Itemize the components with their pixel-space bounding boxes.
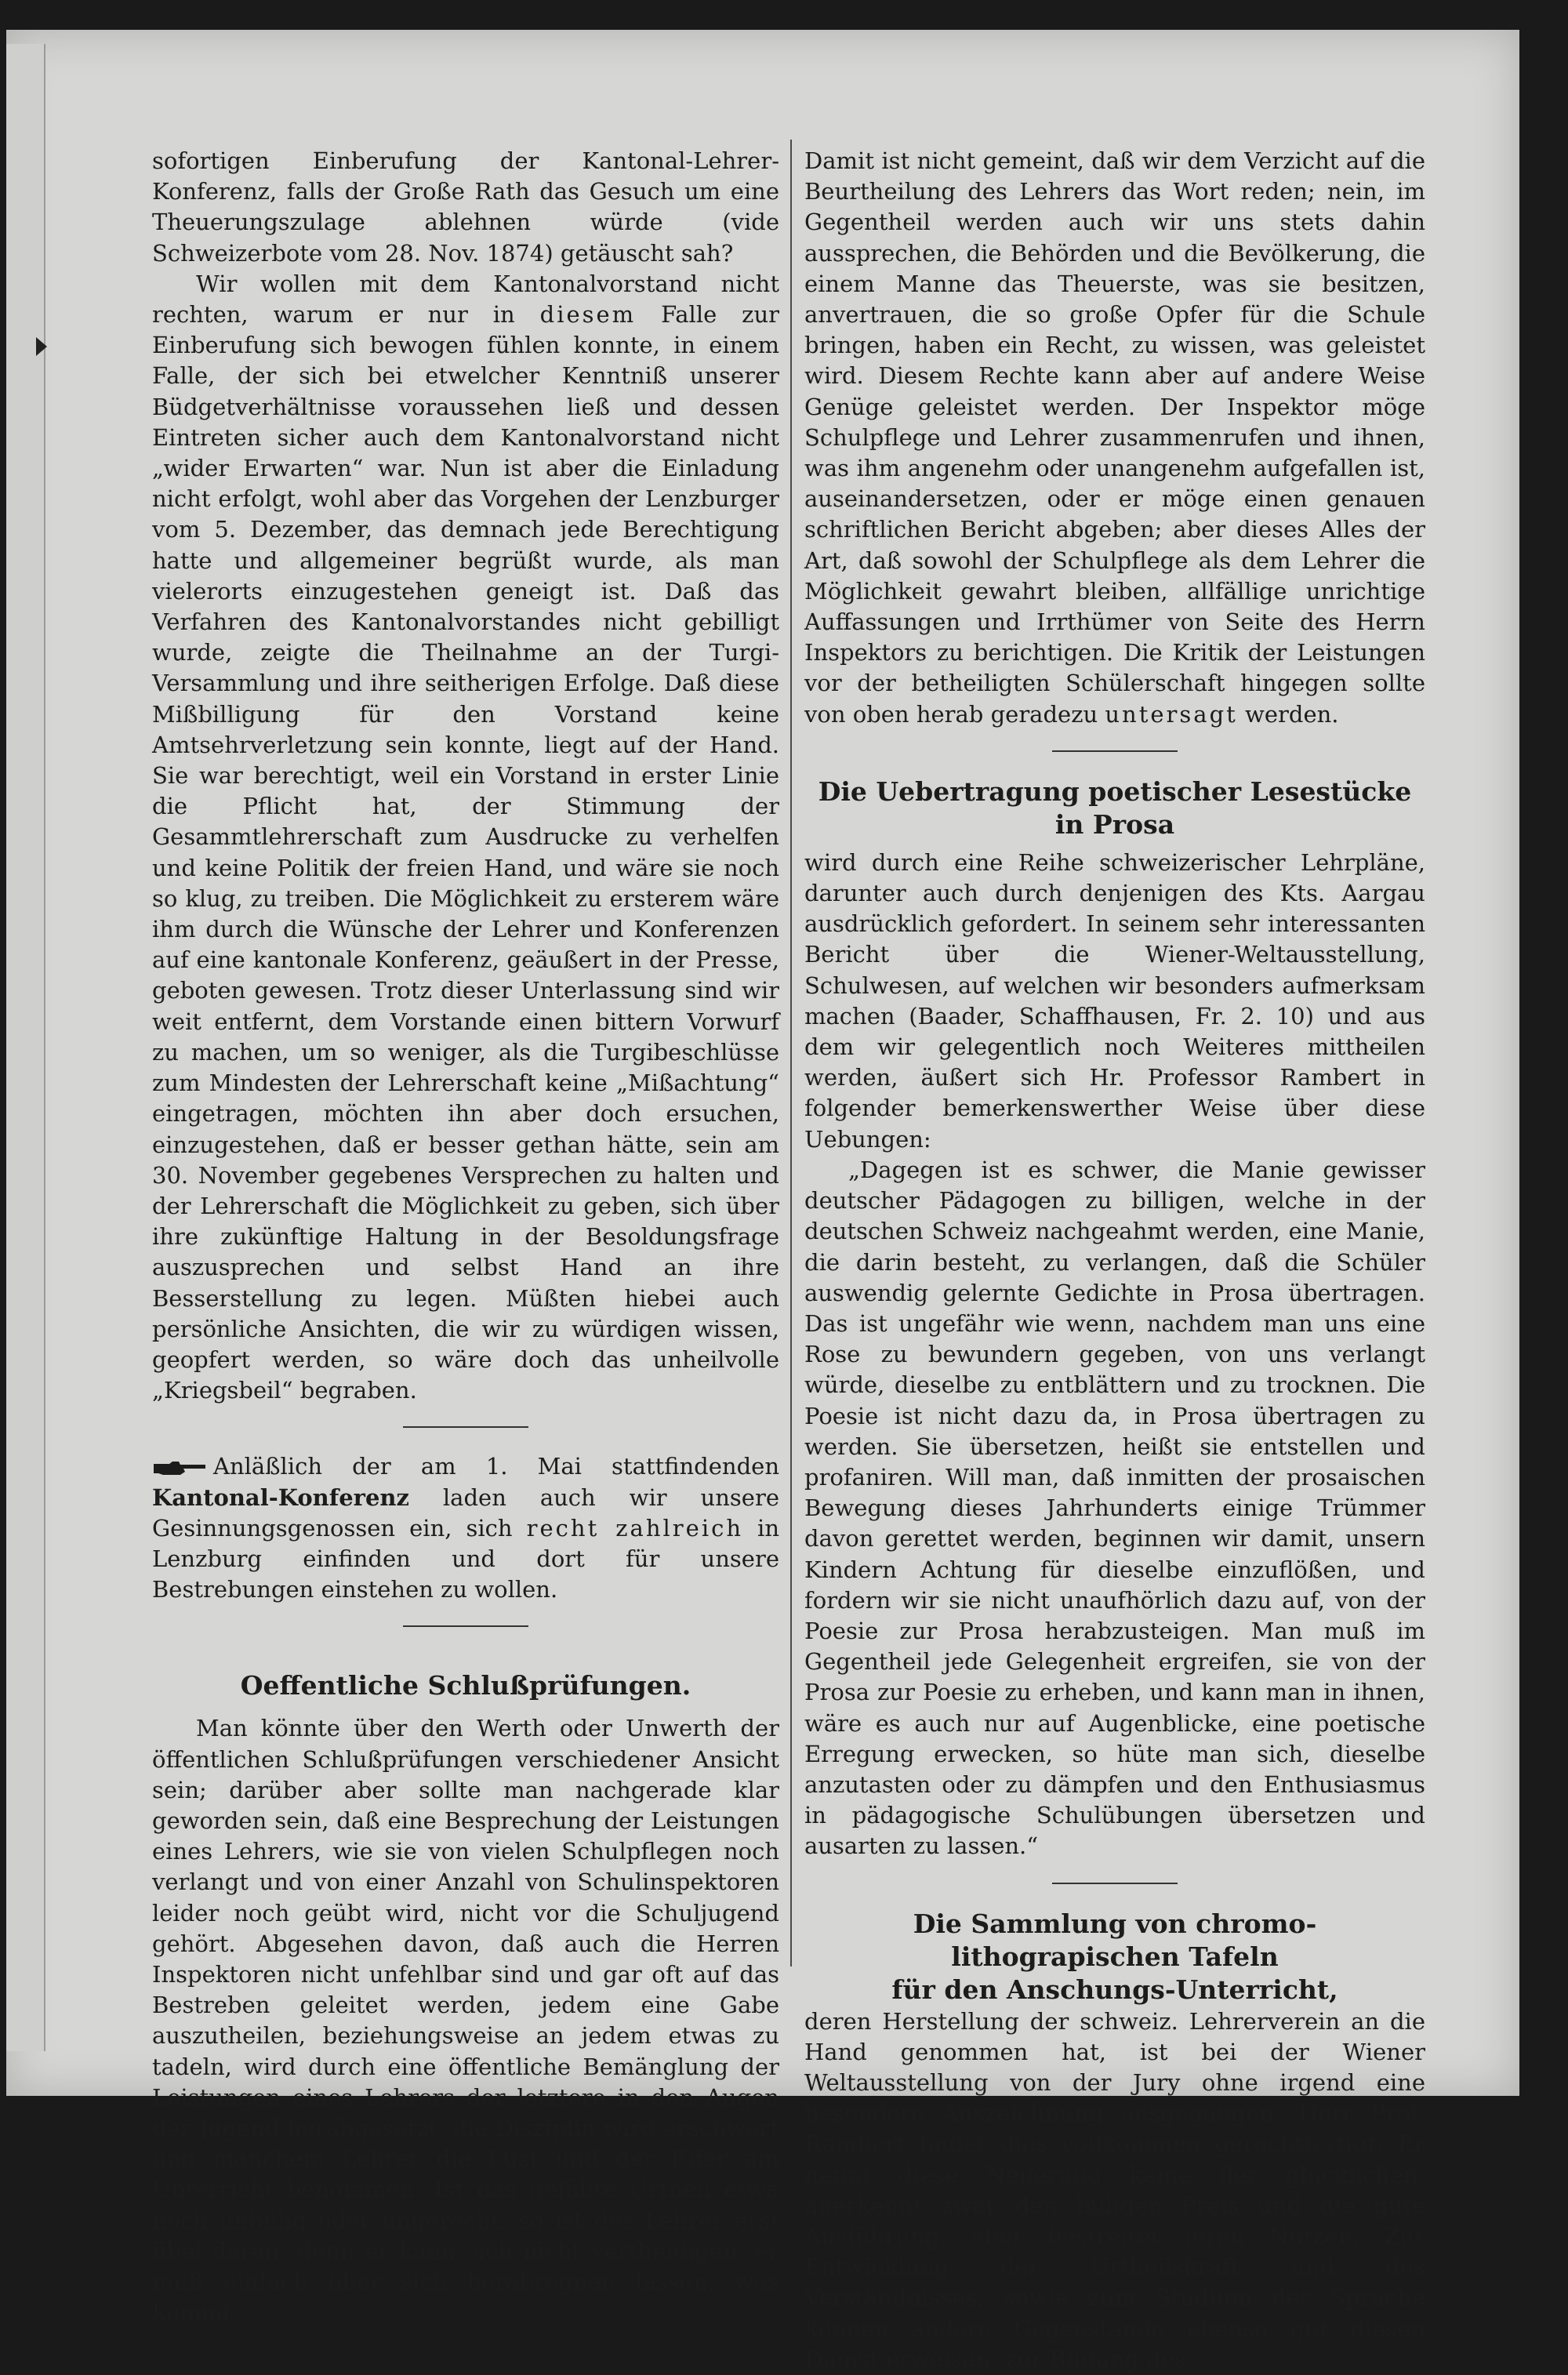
notice-paragraph: Anläßlich der am 1. Mai stattfindenden Kantonal-Konferenz laden auch wir unsere Gesinnungsgenossen ein, sich recht zahlreich in Lenzburg einfinden und dort für unsere Bestrebungen einstehen zu wollen. [152, 1453, 780, 1603]
section-heading-schlusspruefungen: Oeffentliche Schlußprüfungen. [240, 1670, 691, 1701]
paragraph-sammlung: deren Herstellung der schweiz. Lehrerverein an die Hand genommen hat, ist bei der Wiener Weltausstellung von der Jury ohne irgend eine besondere Auszeichnung ausgegangen. Herr Prof. Rambert findet dies vollkommen gerechtfertigt. Er nennt diese Neuerung keine der glücklichen, anerkennt zwar den billigen Preis und die gute Ausführung, aber bestreitet ihren Nutzen. Zur Entwicklung der Urtheilskraft und des Verständnisses, sowie zum Studium der Sprache können andere Gegenstände ebenso gut diesen Dienst erweisen, zur Bildung des [804, 2007, 1425, 2373]
section-heading-sammlung: Die Sammlung von chromo-lithograpischen Tafeln für den Anschungs-Unterricht, [891, 1908, 1338, 2005]
section-separator [1052, 750, 1178, 752]
paragraph-continuation: sofortigen Einberufung der Kantonal-Lehrer-Konferenz, falls der Große Rath das Gesuch um eine Theuerungszulage ablehnen würde (vide Schweizerbote vom 28. Nov. 1874) getäuscht sah? [152, 147, 779, 267]
section-separator [403, 1426, 528, 1428]
paragraph-uebertragung: wird durch eine Reihe schweizerischer Lehrpläne, darunter auch durch denjenigen des Kts. Aargau ausdrücklich gefordert. In seinem sehr interessanten Bericht über die Wiener-Weltausstellung, Schulwesen, auf welchen wir besonders aufmerksam machen (Baader, Schaffhausen, Fr. 2. 10) und aus dem wir gelegentlich noch Weiteres mittheilen werden, äußert sich Hr. Professor Rambert in folgender bemerkenswerther Weise über diese Uebungen: [804, 848, 1425, 1153]
paragraph-quote: „Dagegen ist es schwer, die Manie gewisser deutscher Pädagogen zu billigen, welche in der deutschen Schweiz nachgeahmt werden, eine Manie, die darin besteht, zu verlangen, daß die Schüler auswendig gelernte Gedichte in Prosa übertragen. Das ist ungefähr wie wenn, nachdem man uns eine Rose zu bewundern gegeben, von uns verlangt würde, dieselbe zu entblättern und zu trocknen. Die Poesie ist nicht dazu da, in Prosa übertragen zu werden. Sie übersetzen, heißt sie entstellen und profaniren. Will man, daß inmitten der prosaischen Bewegung dieses Jahrhunderts einige Trümmer davon gerettet werden, beginnen wir damit, unsern Kindern Achtung für dieselbe einzuflößen, und fordern wir sie nicht unaufhörlich dazu auf, von der Poesie zur Prosa herabzusteigen. Man muß im Gegentheil jede Gelegenheit ergreifen, sie von der Prosa zur Poesie zu erheben, und kann man in ihnen, wäre es auch nur auf Augenblicke, eine poetische Erregung erwecken, so hüte man sich, dieselbe anzutasten oder zu dämpfen und den Enthusiasmus in pädagogische Schulübungen übersetzen und ausarten zu lassen.“ [804, 1156, 1425, 1860]
margin-mark [36, 337, 47, 356]
paragraph-continuation-right: Damit ist nicht gemeint, daß wir dem Verzicht auf die Beurtheilung des Lehrers das Wort reden; nein, im Gegentheil werden auch wir uns stets dahin aussprechen, die Behörden und die Bevölkerung, die einem Manne das Theuerste, was sie besitzen, anvertrauen, die so große Opfer für die Schule bringen, haben ein Recht, zu wissen, was geleistet wird. Diesem Rechte kann aber auf andere Weise Genüge geleistet werden. Der Inspektor möge Schulpflege und Lehrer zusammenrufen und ihnen, was ihm angenehm oder unangenehm aufgefallen ist, auseinandersetzen, oder er möge einen genauen schriftlichen Bericht abgeben; aber dieses Alles der Art, daß sowohl der Schulpflege als dem Lehrer die Möglichkeit gewahrt bleiben, allfällige unrichtige Auffassungen und Irrthümer von Seite des Herrn Inspektors zu berichtigen. Die Kritik der Leistungen vor der betheiligten Schülerschaft hingegen sollte von oben herab geradezu untersagt werden. [804, 147, 1425, 728]
section-separator [1052, 1883, 1178, 1884]
section-separator [403, 1625, 528, 1627]
pointing-hand-icon [152, 1459, 207, 1476]
left-column [152, 146, 779, 2328]
paragraph-kantonalvorstand: Wir wollen mit dem Kantonalvorstand nicht rechten, warum er nur in diesem Falle zur Einberufung sich bewogen fühlen konnte, in einem Falle, der sich bei etwelcher Kenntniß unserer Büdgetverhältnisse voraussehen ließ und dessen Eintreten sicher auch dem Kantonalvorstand nicht „wider Erwarten“ war. Nun ist aber die Einladung nicht erfolgt, wohl aber das Vorgehen der Lenzburger vom 5. Dezember, das demnach jede Berechtigung hatte und allgemeiner begrüßt wurde, als man vielerorts einzugestehen geneigt ist. Daß das Verfahren des Kantonalvorstandes nicht gebilligt wurde, zeigte die Theilnahme an der Turgi-Versammlung und ihre seitherigen Erfolge. Daß diese Mißbilligung für den Vorstand keine Amtsehrverletzung sein konnte, liegt auf der Hand. Sie war berechtigt, weil ein Vorstand in erster Linie die Pflicht hat, der Stimmung der Gesammtlehrerschaft zum Ausdrucke zu verhelfen und keine Politik der freien Hand, und wäre sie noch so klug, zu treiben. Die Möglichkeit zu ersterem wäre ihm durch die Wünsche der Lehrer und Konferenzen auf eine kantonale Konferenz, geäußert in der Presse, geboten gewesen. Trotz dieser Unterlassung sind wir weit entfernt, dem Vorstande einen bittern Vorwurf zu machen, um so weniger, als die Turgibeschlüsse zum Mindesten der Lehrerschaft keine „Mißachtung“ eingetragen, möchten ihn aber doch ersuchen, einzugestehen, daß er besser gethan hätte, sein am 30. November gegebenes Versprechen zu halten und der Lehrerschaft die Möglichkeit zu geben, sich über ihre zukünftige Haltung in der Besoldungsfrage auszusprechen und selbst Hand an ihre Besserstellung zu legen. Müßten hiebei auch persönliche Ansichten, die wir zu würdigen wissen, geopfert werden, so wäre doch das unheilvolle „Kriegsbeil“ begraben. [152, 270, 779, 1404]
paragraph-schlusspruefungen: Man könnte über den Werth oder Unwerth der öffentlichen Schlußprüfungen verschiedener Ansicht sein; darüber aber sollte man nachgerade klar geworden sein, daß eine Besprechung der Leistungen eines Lehrers, wie sie von vielen Schulpflegen noch verlangt und von einer Anzahl von Schulinspektoren leider noch geübt wird, nicht vor die Schuljugend gehört. Abgesehen davon, daß auch die Herren Inspektoren nicht unfehlbar sind und gar oft auf das Bestreben geleitet werden, jedem eine Gabe auszutheilen, beziehungsweise an jedem etwas zu tadeln, wird durch eine öffentliche Bemänglung der Leistungen eines Lehrers der letztere in den Augen der Jugend herabgesetzt; die Disziplin wird erschwert und manchem Lehrer die Lust und der Eifer am Unterricht benommen. Ist das gefällte Urtheil etwa noch unbillig oder ungerecht, so ist der Lehrer erst übel daran; denn er kann sich nicht vertheidigen, er muß einfach über sich herabregnen lassen, was kommt. [152, 1715, 779, 2326]
section-heading-uebertragung: Die Uebertragung poetischer Lesestücke in Prosa [818, 775, 1412, 840]
right-column [804, 146, 1425, 2375]
newspaper-page [6, 30, 1519, 2373]
column-divider [790, 140, 792, 1966]
